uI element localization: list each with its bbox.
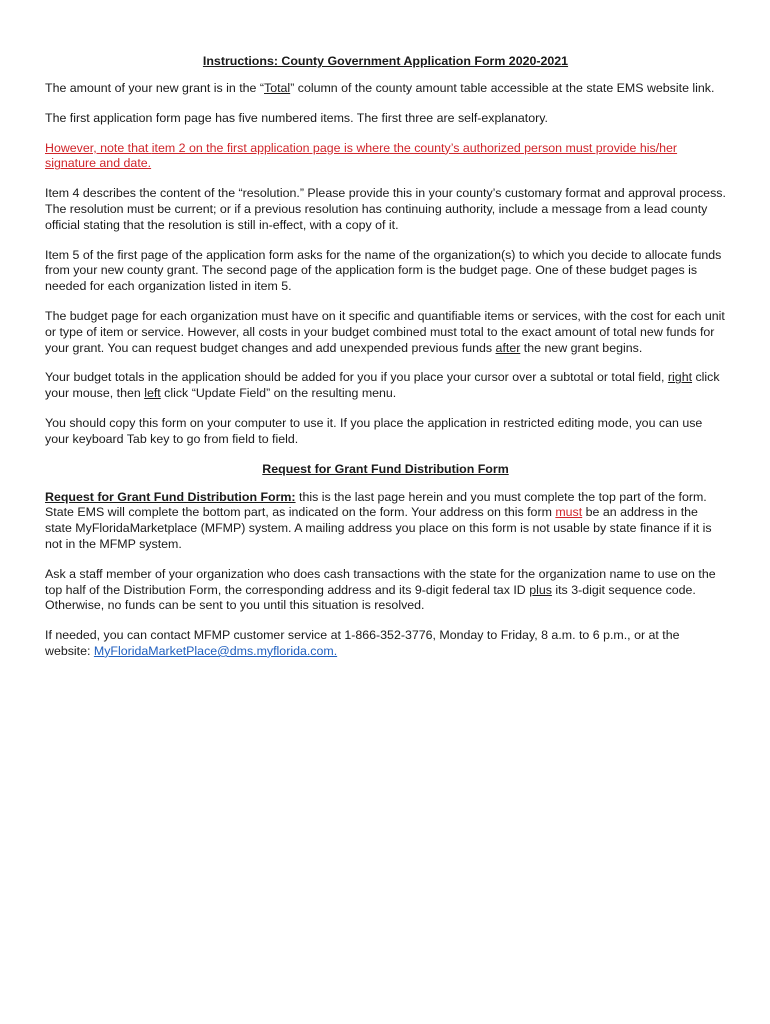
paragraph-budget-page: The budget page for each organization must have on it specific and quantifiable items or services, with the cost for each unit or type of item or service. However, all costs in your budget combined must total to the exact amount of total new funds for your grant. You can request budget changes and add unexpended previous funds after the new grant begins. [45, 308, 725, 355]
plus-underlined: plus [529, 582, 552, 597]
paragraph-budget-totals: Your budget totals in the application should be added for you if you place your cursor over a subtotal or total field, right click your mouse, then left click “Update Field” on the resulting menu. [45, 370, 720, 401]
paragraph-item-5: Item 5 of the first page of the application form asks for the name of the organization(s) to which you decide to allocate funds from your new county grant. The second page of the application form is the budget page. One of these budget pages is needed for each organization listed in item 5. [45, 247, 722, 294]
paragraph-resolution: Item 4 describes the content of the “resolution.” Please provide this in your county’s customary format and approval process. The resolution must be current; or if a previous resolution has continuing authority, include a message from a lead county official stating that the resolution is still in-effect, with a copy of it. [45, 186, 726, 232]
page-title: Instructions: County Government Application Form 2020-2021 [202, 54, 569, 68]
paragraph-contact: If needed, you can contact MFMP customer service at 1-866-352-3776, Monday to Friday, 8 a.m. to 6 p.m., or at the website: MyFloridaMarketPlace@dms.myflorida.com. [45, 628, 680, 658]
paragraph-staff-member: Ask a staff member of your organization who does cash transactions with the state for the organization name to use on the top half of the Distribution Form, the corresponding address and its 9-digit federal tax ID plus its 3-digit sequence code. Otherwise, no funds can be sent to you until this situation is resolved. [45, 566, 716, 613]
right-underlined: right [667, 370, 693, 385]
after-underlined: after [495, 340, 521, 355]
total-underlined: Total [264, 81, 291, 95]
distribution-form-lead: Request for Grant Fund Distribution Form: [45, 489, 296, 504]
paragraph-grant-amount: The amount of your new grant is in the “Total” column of the county amount table accessible at the state EMS website link. [45, 81, 715, 95]
item-2-highlight: item 2 [151, 140, 186, 155]
mfmp-email-link[interactable]: MyFloridaMarketPlace@dms.myflorida.com. [93, 643, 338, 658]
must-highlight: must [555, 505, 583, 520]
left-underlined: left [144, 386, 161, 401]
section-heading: Request for Grant Fund Distribution Form [262, 461, 509, 476]
paragraph-distribution-form: Request for Grant Fund Distribution Form: this is the last page herein and you must complete the top part of the form. State EMS will complete the bottom part, as indicated on the form. Your address on this form must be an address in the state MyFloridaMarketplace (MFMP) system. A mailing address you place on this form is not usable by state finance if it is not in the MFMP system. [45, 489, 712, 551]
paragraph-signature-note: However, note that item 2 on the first application page is where the county’s authorized person must provide his/her signature and date. [45, 140, 678, 171]
paragraph-copy-form: You should copy this form on your computer to use it. If you place the application in restricted editing mode, you can use your keyboard Tab key to go from field to field. [45, 415, 703, 446]
paragraph-first-page: The first application form page has five numbered items. The first three are self-explanatory. [45, 110, 548, 125]
